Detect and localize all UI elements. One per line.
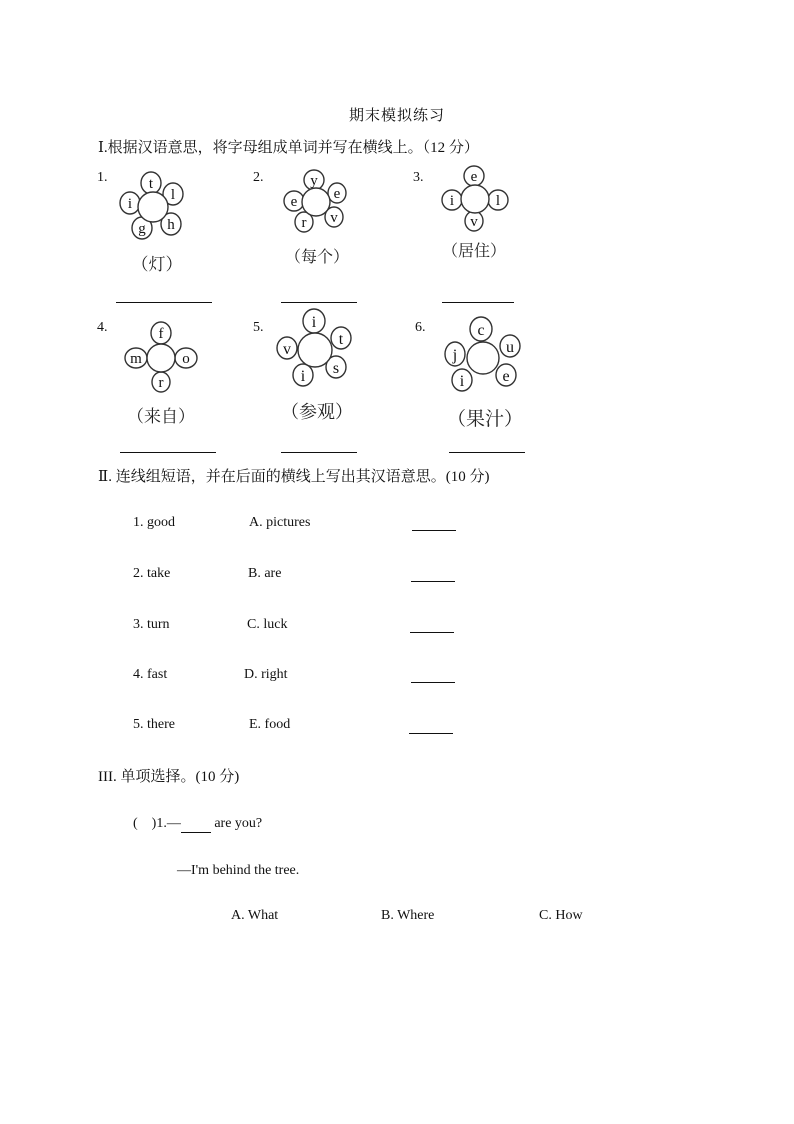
match-left-1: 1. good (133, 515, 175, 530)
part1-heading: Ⅰ.根据汉语意思，将字母组成单词并写在横线上。（12 分） (98, 140, 479, 156)
flower-3-letter-1: e (470, 169, 478, 185)
item-2-answer-line[interactable] (281, 302, 357, 303)
match-right-5: E. food (249, 717, 291, 732)
match-answer-line-4[interactable] (411, 682, 455, 683)
flower-6-letter-4: i (459, 373, 465, 390)
match-answer-line-5[interactable] (409, 733, 453, 734)
flower-5-letter-5: i (300, 368, 306, 385)
question-1-answer-line: —I'm behind the tree. (177, 863, 300, 878)
flower-5-letter-1: i (311, 314, 317, 331)
item-4-answer-line[interactable] (120, 452, 216, 453)
flower-2-letter-3: e (290, 194, 298, 210)
item-1-answer-line[interactable] (116, 302, 212, 303)
item-3-hint: （居住） (441, 241, 506, 260)
flower-6-letter-3: u (506, 339, 514, 356)
flower-4-letter-4: r (158, 375, 164, 391)
flower-3-letter-2: i (449, 193, 455, 209)
flower-4-letter-1: f (158, 326, 164, 342)
match-left-3: 3. turn (133, 617, 170, 632)
match-answer-line-3[interactable] (410, 632, 454, 633)
flower-3-letter-3: l (495, 193, 501, 209)
item-1-hint: （灯） (131, 255, 183, 275)
flower-2-letter-1: y (310, 173, 318, 189)
flower-1-letter-5: g (138, 221, 146, 237)
flower-5 (270, 306, 360, 390)
flower-1-letter-2: l (170, 187, 176, 203)
match-right-2: B. are (248, 566, 282, 581)
item-3-answer-line[interactable] (442, 302, 514, 303)
item-1-number: 1. (97, 170, 108, 185)
question-1-option-c[interactable]: C. How (539, 908, 583, 923)
match-answer-line-1[interactable] (412, 530, 456, 531)
item-6-hint: （果汁） (446, 408, 523, 430)
item-3-number: 3. (413, 170, 424, 185)
flower-1-letter-1: t (148, 176, 154, 192)
flower-2-letter-5: r (301, 215, 307, 231)
flower-4 (118, 318, 204, 394)
part3-heading: III. 单项选择。(10 分) (98, 769, 240, 785)
flower-6 (440, 312, 528, 394)
flower-5-letter-2: t (338, 331, 344, 348)
match-right-1: A. pictures (249, 515, 311, 530)
flower-1-letter-4: h (167, 217, 175, 233)
flower-4-letter-3: o (182, 351, 190, 367)
item-6-answer-line[interactable] (449, 452, 525, 453)
match-left-2: 2. take (133, 566, 171, 581)
item-2-hint: （每个） (284, 247, 349, 266)
match-left-5: 5. there (133, 717, 175, 732)
match-left-4: 4. fast (133, 667, 168, 682)
item-5-answer-line[interactable] (281, 452, 357, 453)
flower-3 (434, 163, 514, 233)
flower-1 (113, 170, 193, 240)
question-1-suffix: are you? (210, 816, 263, 831)
question-1-option-b[interactable]: B. Where (381, 908, 435, 923)
item-5-number: 5. (253, 320, 264, 335)
flower-6-letter-2: j (452, 347, 458, 364)
item-5-hint: （参观） (281, 402, 353, 423)
flower-4-letter-2: m (130, 351, 142, 367)
match-right-4: D. right (244, 667, 288, 682)
flower-2-letter-4: v (330, 210, 338, 226)
part2-heading: Ⅱ. 连线组短语，并在后面的横线上写出其汉语意思。(10 分) (98, 469, 490, 485)
question-1 (133, 816, 262, 833)
item-6-number: 6. (415, 320, 426, 335)
flower-2 (276, 168, 354, 236)
item-4-number: 4. (97, 320, 108, 335)
flower-5-letter-4: s (332, 360, 340, 377)
flower-6-letter-1: c (477, 322, 485, 339)
item-4-hint: （来自） (127, 407, 195, 427)
question-1-prefix: ( )1.— (133, 816, 181, 831)
item-2-number: 2. (253, 170, 264, 185)
flower-5-letter-3: v (283, 341, 291, 358)
flower-6-letter-5: e (502, 368, 510, 385)
question-1-option-a[interactable]: A. What (231, 908, 279, 923)
match-right-3: C. luck (247, 617, 288, 632)
flower-1-letter-3: i (127, 196, 133, 212)
page-title: 期末模拟练习 (348, 108, 445, 124)
flower-2-letter-2: e (333, 186, 341, 202)
match-answer-line-2[interactable] (411, 581, 455, 582)
flower-3-letter-4: v (470, 214, 478, 230)
question-1-blank[interactable] (181, 816, 211, 833)
